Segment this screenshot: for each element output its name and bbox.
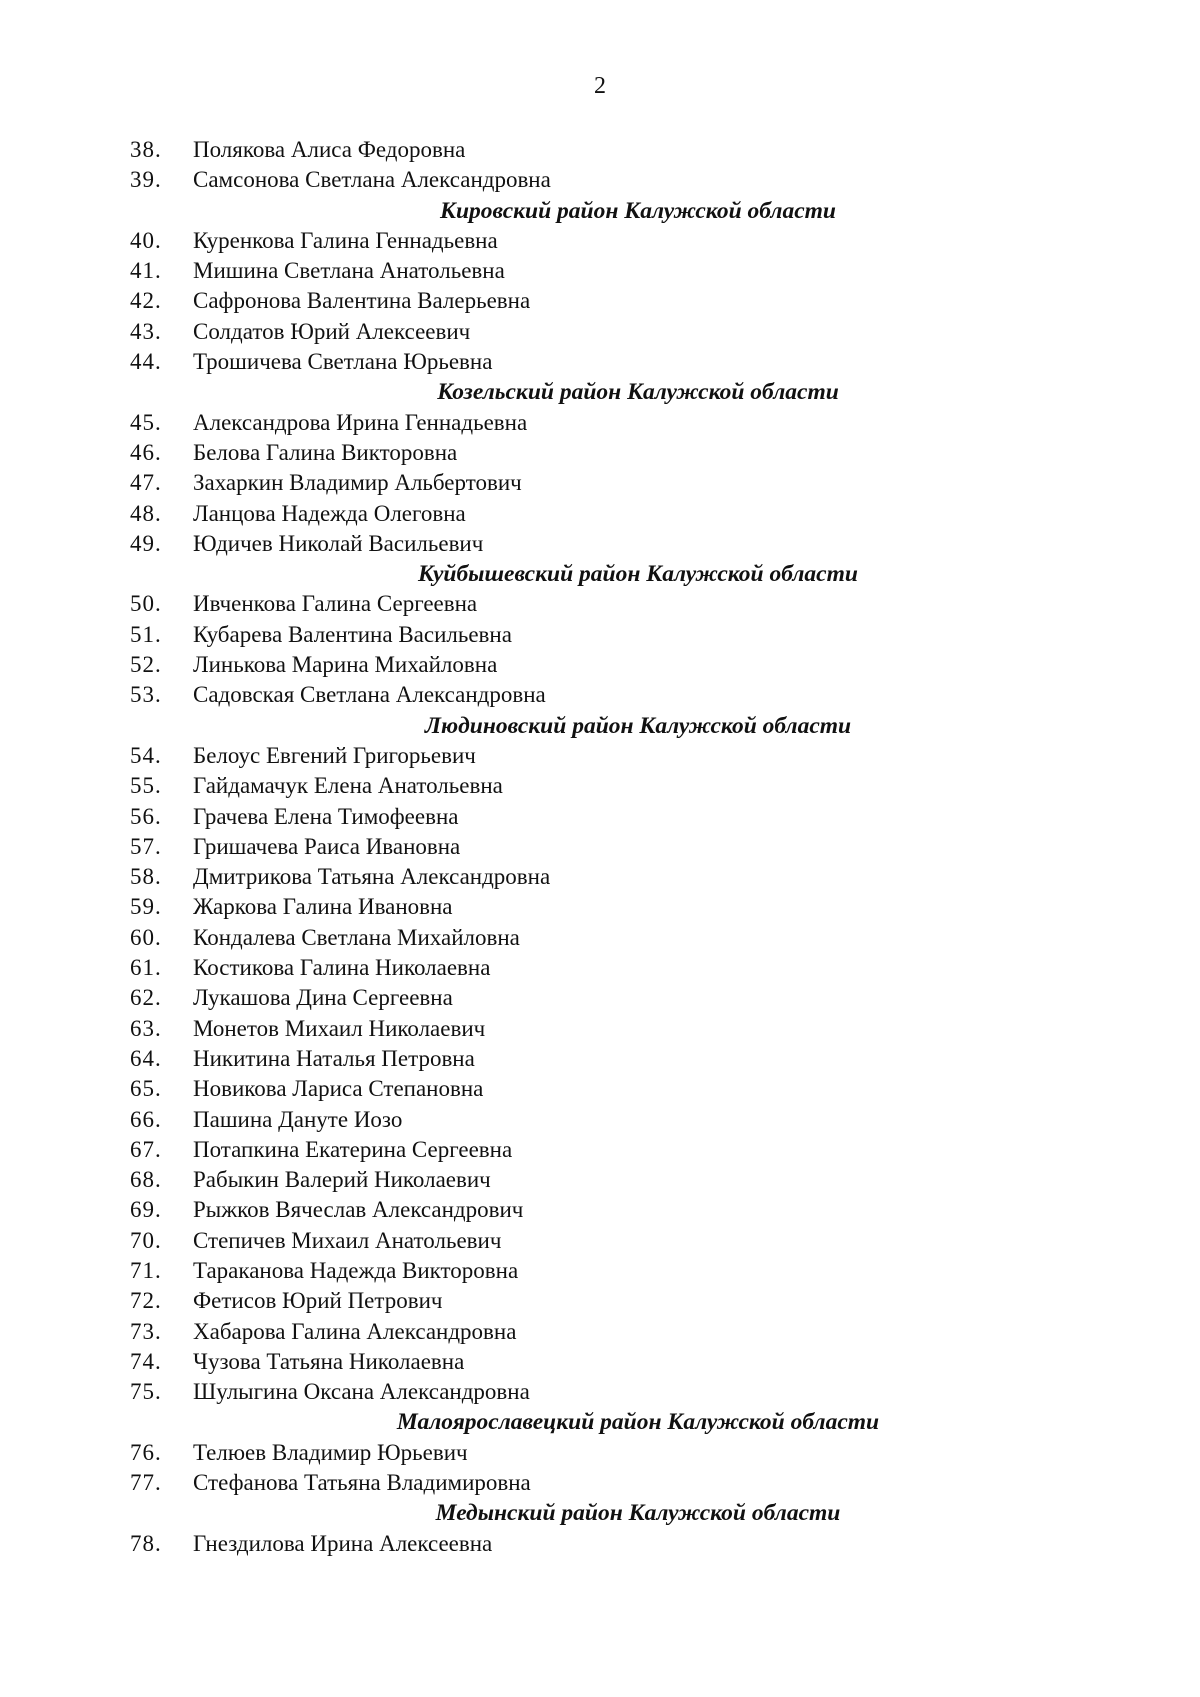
- person-name: Белова Галина Викторовна: [193, 439, 458, 465]
- person-name: Ланцова Надежда Олеговна: [193, 500, 466, 526]
- item-number: 43.: [130, 318, 162, 344]
- list-item: [0, 1226, 1200, 1256]
- item-number: 70.: [130, 1227, 162, 1253]
- person-name: Гайдамачук Елена Анатольевна: [193, 773, 503, 799]
- list-item: [0, 832, 1200, 862]
- person-name: Костикова Галина Николаевна: [193, 955, 491, 981]
- item-number: 65.: [130, 1076, 162, 1102]
- list-item: [0, 408, 1200, 438]
- person-name: Монетов Михаил Николаевич: [193, 1015, 486, 1041]
- district-heading-text: Людиновский район Калужской области: [424, 712, 852, 739]
- person-name: Ивченкова Галина Сергеевна: [193, 591, 478, 617]
- person-name: Тараканова Надежда Викторовна: [193, 1257, 519, 1283]
- list-item: [0, 1529, 1200, 1559]
- person-name: Куренкова Галина Геннадьевна: [193, 227, 498, 253]
- list-item: [0, 953, 1200, 983]
- list-item: [0, 620, 1200, 650]
- district-heading-text: Кировский район Калужской области: [440, 197, 836, 224]
- person-name: Трошичева Светлана Юрьевна: [193, 349, 493, 375]
- list-item: [0, 1044, 1200, 1074]
- person-name: Белоус Евгений Григорьевич: [193, 742, 476, 768]
- item-number: 74.: [130, 1348, 162, 1374]
- list-item: [0, 317, 1200, 347]
- district-heading: [0, 196, 1200, 226]
- person-name: Захаркин Владимир Альбертович: [193, 470, 522, 496]
- list-item: [0, 1195, 1200, 1225]
- person-name: Потапкина Екатерина Сергеевна: [193, 1136, 513, 1162]
- person-name: Самсонова Светлана Александровна: [193, 167, 551, 193]
- person-name: Кондалева Светлана Михайловна: [193, 924, 520, 950]
- list-item: [0, 680, 1200, 710]
- person-name: Кубарева Валентина Васильевна: [193, 621, 512, 647]
- district-heading: [0, 711, 1200, 741]
- item-number: 54.: [130, 742, 162, 768]
- person-name: Дмитрикова Татьяна Александровна: [193, 864, 551, 890]
- list-item: [0, 771, 1200, 801]
- item-number: 69.: [130, 1197, 162, 1223]
- list-item: [0, 135, 1200, 165]
- list-item: [0, 650, 1200, 680]
- person-name: Грачева Елена Тимофеевна: [193, 803, 459, 829]
- list-item: [0, 1438, 1200, 1468]
- person-name: Лукашова Дина Сергеевна: [193, 985, 453, 1011]
- district-heading-text: Куйбышевский район Калужской области: [418, 561, 858, 588]
- list-item: [0, 1347, 1200, 1377]
- item-number: 62.: [130, 985, 162, 1011]
- list-item: [0, 499, 1200, 529]
- list-item: [0, 892, 1200, 922]
- item-number: 58.: [130, 864, 162, 890]
- item-number: 46.: [130, 439, 162, 465]
- item-number: 45.: [130, 409, 162, 435]
- list-item: [0, 589, 1200, 619]
- list-item: [0, 1074, 1200, 1104]
- district-heading-text: Малоярославецкий район Калужской области: [396, 1409, 880, 1436]
- list-item: [0, 286, 1200, 316]
- list-item: [0, 923, 1200, 953]
- item-number: 48.: [130, 500, 162, 526]
- list-item: [0, 1105, 1200, 1135]
- page-number: 2: [594, 73, 606, 99]
- item-number: 49.: [130, 530, 162, 556]
- person-name: Пашина Дануте Иозо: [193, 1106, 403, 1132]
- person-name: Телюев Владимир Юрьевич: [193, 1439, 468, 1465]
- person-name: Степичев Михаил Анатольевич: [193, 1227, 502, 1253]
- item-number: 68.: [130, 1167, 162, 1193]
- item-number: 38.: [130, 137, 162, 162]
- person-name: Стефанова Татьяна Владимировна: [193, 1470, 531, 1496]
- item-number: 78.: [130, 1530, 162, 1556]
- item-number: 40.: [130, 227, 162, 253]
- list-item: [0, 1468, 1200, 1498]
- list-item: [0, 529, 1200, 559]
- item-number: 64.: [130, 1045, 162, 1071]
- item-number: 44.: [130, 349, 162, 375]
- list-item: [0, 1165, 1200, 1195]
- item-number: 67.: [130, 1136, 162, 1162]
- person-name: Хабарова Галина Александровна: [193, 1318, 517, 1344]
- name-list: [0, 135, 1200, 1559]
- item-number: 47.: [130, 470, 162, 496]
- item-number: 63.: [130, 1015, 162, 1041]
- list-item: [0, 802, 1200, 832]
- list-item: [0, 347, 1200, 377]
- list-item: [0, 862, 1200, 892]
- list-item: [0, 1135, 1200, 1165]
- person-name: Гнездилова Ирина Алексеевна: [193, 1530, 493, 1556]
- person-name: Линькова Марина Михайловна: [193, 652, 498, 678]
- item-number: 42.: [130, 288, 162, 314]
- item-number: 73.: [130, 1318, 162, 1344]
- list-item: [0, 256, 1200, 286]
- district-heading: [0, 559, 1200, 589]
- item-number: 77.: [130, 1470, 162, 1496]
- person-name: Рабыкин Валерий Николаевич: [193, 1167, 491, 1193]
- list-item: [0, 1286, 1200, 1316]
- person-name: Шулыгина Оксана Александровна: [193, 1379, 530, 1405]
- item-number: 57.: [130, 833, 162, 859]
- list-item: [0, 983, 1200, 1013]
- person-name: Рыжков Вячеслав Александрович: [193, 1197, 524, 1223]
- item-number: 56.: [130, 803, 162, 829]
- item-number: 41.: [130, 258, 162, 284]
- person-name: Чузова Татьяна Николаевна: [193, 1348, 465, 1374]
- item-number: 75.: [130, 1379, 162, 1405]
- item-number: 50.: [130, 591, 162, 617]
- list-item: [0, 1256, 1200, 1286]
- list-item: [0, 165, 1200, 195]
- person-name: Сафронова Валентина Валерьевна: [193, 288, 531, 314]
- district-heading: [0, 1498, 1200, 1528]
- item-number: 71.: [130, 1257, 162, 1283]
- list-item: [0, 226, 1200, 256]
- list-item: [0, 1014, 1200, 1044]
- item-number: 52.: [130, 652, 162, 678]
- list-item: [0, 438, 1200, 468]
- item-number: 55.: [130, 773, 162, 799]
- person-name: Жаркова Галина Ивановна: [193, 894, 453, 920]
- person-name: Александрова Ирина Геннадьевна: [193, 409, 528, 435]
- item-number: 72.: [130, 1288, 162, 1314]
- person-name: Мишина Светлана Анатольевна: [193, 258, 505, 284]
- list-item: [0, 1377, 1200, 1407]
- person-name: Фетисов Юрий Петрович: [193, 1288, 443, 1314]
- item-number: 66.: [130, 1106, 162, 1132]
- district-heading: [0, 377, 1200, 407]
- item-number: 61.: [130, 955, 162, 981]
- person-name: Никитина Наталья Петровна: [193, 1045, 475, 1071]
- item-number: 60.: [130, 924, 162, 950]
- person-name: Новикова Лариса Степановна: [193, 1076, 484, 1102]
- person-name: Солдатов Юрий Алексеевич: [193, 318, 471, 344]
- person-name: Юдичев Николай Васильевич: [193, 530, 484, 556]
- district-heading: [0, 1407, 1200, 1437]
- person-name: Садовская Светлана Александровна: [193, 682, 546, 708]
- list-item: [0, 741, 1200, 771]
- item-number: 76.: [130, 1439, 162, 1465]
- list-item: [0, 1317, 1200, 1347]
- list-item: [0, 468, 1200, 498]
- person-name: Гришачева Раиса Ивановна: [193, 833, 461, 859]
- person-name: Полякова Алиса Федоровна: [193, 137, 466, 162]
- item-number: 59.: [130, 894, 162, 920]
- item-number: 51.: [130, 621, 162, 647]
- district-heading-text: Медынский район Калужской области: [435, 1500, 841, 1527]
- district-heading-text: Козельский район Калужской области: [437, 379, 839, 406]
- item-number: 39.: [130, 167, 162, 193]
- item-number: 53.: [130, 682, 162, 708]
